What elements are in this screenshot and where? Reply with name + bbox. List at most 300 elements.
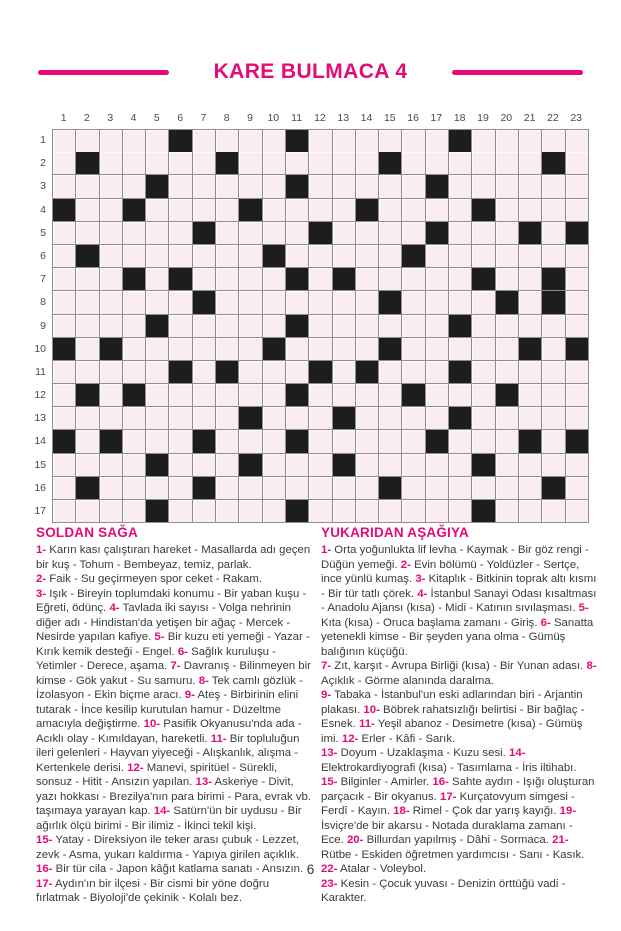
- white-cell: [123, 245, 146, 268]
- white-cell: [76, 430, 99, 453]
- column-number: 2: [84, 112, 90, 124]
- row-number: 8: [40, 296, 46, 309]
- white-cell: [53, 291, 76, 314]
- grid-row: [30, 477, 589, 500]
- clue-number: 7-: [321, 660, 332, 672]
- clue-number: 11-: [210, 732, 227, 745]
- white-cell: [53, 361, 76, 384]
- white-cell: [286, 361, 309, 384]
- white-cell: [356, 384, 379, 407]
- white-cell: [286, 199, 309, 222]
- black-cell: [566, 338, 589, 361]
- clue-number: 5-: [154, 631, 165, 643]
- row-number: 11: [35, 365, 46, 378]
- row-number: 1: [40, 134, 46, 146]
- white-cell: [449, 152, 472, 175]
- black-cell: [53, 199, 76, 222]
- white-cell: [519, 384, 542, 407]
- black-cell: [123, 384, 146, 407]
- white-cell: [193, 407, 216, 430]
- white-cell: [472, 338, 495, 361]
- white-cell: [402, 222, 425, 245]
- white-cell: [76, 454, 99, 477]
- white-cell: [123, 407, 146, 430]
- white-cell: [100, 245, 123, 268]
- white-cell: [566, 477, 589, 500]
- white-cell: [333, 222, 356, 245]
- page-number: 6: [306, 862, 315, 877]
- white-cell: [426, 152, 449, 175]
- white-cell: [426, 315, 449, 338]
- clue-paragraph: 9- Tabaka - İstanbul'un eski adlarından biri - Arjantin plakası. 10- Böbrek rahatsızlığı belirtisi - Bir bağlaç - Esnek. 11- Yeşil abanoz - Desimetre (kısa) - Gümüş imi. 12- Erler - Kâfi - Sarık.: [321, 689, 585, 745]
- clue-number: 10-: [143, 718, 161, 730]
- white-cell: [263, 384, 286, 407]
- white-cell: [193, 454, 216, 477]
- white-cell: [566, 361, 589, 384]
- column-number: 21: [523, 112, 536, 124]
- white-cell: [472, 430, 495, 453]
- white-cell: [53, 175, 76, 198]
- black-cell: [76, 384, 99, 407]
- white-cell: [216, 407, 239, 430]
- white-cell: [263, 199, 286, 222]
- white-cell: [123, 175, 146, 198]
- clue-number: 14-: [153, 805, 171, 817]
- white-cell: [379, 130, 402, 153]
- white-cell: [286, 245, 309, 268]
- column-number: 22: [547, 112, 559, 124]
- column-number: 18: [453, 112, 466, 124]
- white-cell: [449, 430, 472, 453]
- white-cell: [100, 175, 123, 198]
- row-number: 13: [34, 412, 46, 425]
- white-cell: [100, 407, 123, 430]
- white-cell: [379, 361, 402, 384]
- white-cell: [566, 245, 589, 268]
- column-number: 10: [267, 112, 280, 124]
- white-cell: [496, 315, 519, 338]
- white-cell: [263, 407, 286, 430]
- white-cell: [379, 222, 402, 245]
- clue-number: 12-: [341, 732, 359, 745]
- black-cell: [542, 291, 565, 314]
- grid-row: [30, 315, 589, 338]
- white-cell: [216, 477, 239, 500]
- grid-cells: [30, 129, 589, 523]
- white-cell: [193, 245, 216, 268]
- white-cell: [356, 268, 379, 291]
- black-cell: [286, 430, 309, 453]
- black-cell: [496, 291, 519, 314]
- white-cell: [146, 222, 169, 245]
- white-cell: [123, 291, 146, 314]
- black-cell: [263, 338, 286, 361]
- white-cell: [53, 222, 76, 245]
- white-cell: [169, 245, 192, 268]
- black-cell: [379, 152, 402, 175]
- white-cell: [309, 315, 332, 338]
- white-cell: [216, 338, 239, 361]
- white-cell: [239, 291, 262, 314]
- column-number: 14: [360, 112, 373, 124]
- black-cell: [239, 454, 262, 477]
- white-cell: [472, 477, 495, 500]
- clue-number: 6-: [540, 616, 551, 629]
- white-cell: [239, 315, 262, 338]
- black-cell: [426, 175, 449, 198]
- white-cell: [426, 130, 449, 153]
- black-cell: [542, 477, 565, 500]
- white-cell: [123, 315, 146, 338]
- clue-paragraph: 3- Işık - Bireyin toplumdaki konumu - Bir yaban kuşu - Eğreti, ödünç. 4- Tavlada iki sayısı - Volga nehrinin diğer adı - Hindistan'da yetişen bir ağaç - Mercek - Nesirde yapılan kafiye. 5- Bir kuzu eti yemeği - Yazar - Kırık kemik desteği - Engel. 6- Sağlık kuruluşu - Yetimler - Derece, aşama. 7- Davranış - Bilinmeyen bir kimse - Gök yakut - Su samuru. 8- Tek camlı gözlük - İzolasyon - Ekin biçme aracı. 9- Ateş - Birbirinin elini tutarak - İnce kesilip kurutulan hamur - Düzeltme amacıyla değiştirme. 10- Pasifik Okyanusu'nda ada - Acıklı olay - Kımıldayan, hareketli. 11- Bir topluluğun ileri gelenleri - Hayvan yiyeceği - Alışkanlık, alışma - Kertenkele derisi. 12- Manevi, spiritüel - Sürekli, sonsuz - Hitit - Ansızın yapılan. 13- Askeriye - Divit, yazı hokkası - Brezilya'nın para birimi - Para, evrak vb. taşımaya yarayan kap. 14- Satürn'ün bir uydusu - Bir ağırlık ölçü birimi - Bir ilimiz - İkinci tekil kişi.: [36, 587, 312, 832]
- white-cell: [263, 175, 286, 198]
- white-cell: [286, 338, 309, 361]
- clue-number: 14-: [509, 747, 526, 759]
- white-cell: [309, 384, 332, 407]
- black-cell: [146, 175, 169, 198]
- white-cell: [496, 454, 519, 477]
- white-cell: [216, 245, 239, 268]
- white-cell: [123, 222, 146, 245]
- grid-row: [30, 407, 589, 430]
- white-cell: [542, 338, 565, 361]
- down-header: YUKARIDAN AŞAĞIYA: [321, 525, 469, 540]
- white-cell: [146, 477, 169, 500]
- white-cell: [426, 199, 449, 222]
- white-cell: [566, 268, 589, 291]
- white-cell: [169, 500, 192, 523]
- white-cell: [309, 291, 332, 314]
- white-cell: [566, 500, 589, 523]
- column-number: 16: [407, 112, 419, 124]
- black-cell: [496, 384, 519, 407]
- white-cell: [426, 291, 449, 314]
- white-cell: [53, 245, 76, 268]
- white-cell: [449, 454, 472, 477]
- black-cell: [449, 130, 472, 153]
- column-number: 6: [177, 112, 184, 124]
- clue-number: 16-: [432, 776, 449, 788]
- white-cell: [333, 430, 356, 453]
- white-cell: [356, 477, 379, 500]
- white-cell: [76, 361, 99, 384]
- clue-paragraph: 23- Kesin - Çocuk yuvası - Denizin örttüğü vadi - Karakter.: [321, 877, 566, 904]
- row-number: 12: [34, 389, 46, 402]
- white-cell: [309, 430, 332, 453]
- clue-number: 19-: [559, 805, 577, 817]
- white-cell: [169, 175, 192, 198]
- white-cell: [193, 175, 216, 198]
- white-cell: [239, 245, 262, 268]
- white-cell: [53, 407, 76, 430]
- black-cell: [426, 222, 449, 245]
- white-cell: [76, 407, 99, 430]
- white-cell: [216, 500, 239, 523]
- black-cell: [449, 407, 472, 430]
- white-cell: [239, 175, 262, 198]
- white-cell: [169, 338, 192, 361]
- row-number: 9: [40, 319, 46, 332]
- column-number: 19: [477, 112, 489, 124]
- clue-number: 15-: [321, 776, 338, 788]
- white-cell: [542, 430, 565, 453]
- white-cell: [402, 152, 425, 175]
- black-cell: [239, 199, 262, 222]
- white-cell: [100, 199, 123, 222]
- white-cell: [356, 338, 379, 361]
- white-cell: [519, 407, 542, 430]
- grid-row: [30, 338, 589, 361]
- white-cell: [76, 315, 99, 338]
- white-cell: [263, 291, 286, 314]
- column-number: 7: [200, 112, 207, 124]
- white-cell: [216, 291, 239, 314]
- black-cell: [123, 268, 146, 291]
- white-cell: [472, 175, 495, 198]
- column-number: 3: [107, 112, 114, 124]
- column-number: 23: [570, 112, 583, 124]
- black-cell: [566, 430, 589, 453]
- page-title: KARE BULMACA 4: [213, 60, 408, 83]
- white-cell: [286, 407, 309, 430]
- row-number: 14: [34, 435, 46, 448]
- white-cell: [146, 291, 169, 314]
- white-cell: [239, 477, 262, 500]
- white-cell: [53, 152, 76, 175]
- white-cell: [169, 454, 192, 477]
- black-cell: [286, 315, 309, 338]
- white-cell: [333, 384, 356, 407]
- white-cell: [100, 500, 123, 523]
- white-cell: [379, 384, 402, 407]
- white-cell: [146, 130, 169, 153]
- white-cell: [76, 130, 99, 153]
- clue-number: 18-: [393, 805, 410, 817]
- black-cell: [472, 199, 495, 222]
- row-number: 2: [40, 157, 46, 170]
- white-cell: [542, 222, 565, 245]
- black-cell: [402, 245, 425, 268]
- black-cell: [216, 152, 239, 175]
- white-cell: [449, 222, 472, 245]
- white-cell: [169, 199, 192, 222]
- white-cell: [496, 222, 519, 245]
- clue-number: 2-: [36, 573, 47, 585]
- black-cell: [193, 222, 216, 245]
- clue-number: 8-: [198, 674, 209, 687]
- white-cell: [379, 500, 402, 523]
- black-cell: [402, 384, 425, 407]
- white-cell: [379, 407, 402, 430]
- white-cell: [263, 430, 286, 453]
- black-cell: [169, 268, 192, 291]
- white-cell: [402, 500, 425, 523]
- clue-number: 10-: [363, 703, 380, 716]
- white-cell: [193, 130, 216, 153]
- column-number: 9: [247, 112, 253, 124]
- clue-number: 17-: [440, 790, 457, 803]
- black-cell: [169, 361, 192, 384]
- white-cell: [169, 222, 192, 245]
- white-cell: [263, 152, 286, 175]
- column-number: 1: [60, 112, 67, 124]
- white-cell: [53, 130, 76, 153]
- black-cell: [76, 152, 99, 175]
- white-cell: [426, 338, 449, 361]
- white-cell: [53, 500, 76, 523]
- white-cell: [239, 268, 262, 291]
- black-cell: [379, 338, 402, 361]
- row-number: 15: [34, 458, 46, 471]
- white-cell: [542, 384, 565, 407]
- black-cell: [239, 407, 262, 430]
- white-cell: [402, 430, 425, 453]
- black-cell: [333, 268, 356, 291]
- white-cell: [239, 338, 262, 361]
- white-cell: [100, 477, 123, 500]
- white-cell: [472, 384, 495, 407]
- white-cell: [286, 222, 309, 245]
- white-cell: [519, 291, 542, 314]
- clue-number: 13-: [195, 776, 213, 788]
- black-cell: [449, 361, 472, 384]
- white-cell: [402, 199, 425, 222]
- black-cell: [542, 152, 565, 175]
- row-number: 5: [40, 226, 46, 239]
- clue-number: 22-: [321, 863, 338, 875]
- clue-paragraph: 13- Doyum - Uzaklaşma - Kuzu sesi. 14- Elektrokardiyografi (kısa) - Tasımlama - İris iltihabı.: [321, 747, 577, 774]
- white-cell: [402, 315, 425, 338]
- black-cell: [193, 430, 216, 453]
- white-cell: [402, 407, 425, 430]
- white-cell: [100, 130, 123, 153]
- white-cell: [239, 222, 262, 245]
- white-cell: [566, 407, 589, 430]
- white-cell: [123, 454, 146, 477]
- white-cell: [123, 130, 146, 153]
- column-number: 5: [153, 112, 160, 124]
- white-cell: [100, 222, 123, 245]
- white-cell: [426, 477, 449, 500]
- white-cell: [146, 268, 169, 291]
- row-number: 7: [40, 273, 46, 286]
- column-number: 20: [500, 112, 513, 124]
- black-cell: [426, 430, 449, 453]
- white-cell: [309, 152, 332, 175]
- black-cell: [53, 338, 76, 361]
- white-cell: [426, 361, 449, 384]
- crossword-grid: [30, 110, 589, 523]
- white-cell: [309, 454, 332, 477]
- white-cell: [333, 152, 356, 175]
- clue-number: 11-: [359, 718, 375, 730]
- black-cell: [286, 384, 309, 407]
- clue-number: 23-: [321, 877, 338, 890]
- white-cell: [402, 291, 425, 314]
- white-cell: [169, 407, 192, 430]
- white-cell: [426, 268, 449, 291]
- white-cell: [356, 500, 379, 523]
- white-cell: [519, 175, 542, 198]
- white-cell: [76, 222, 99, 245]
- black-cell: [472, 500, 495, 523]
- black-cell: [472, 454, 495, 477]
- white-cell: [263, 130, 286, 153]
- white-cell: [356, 407, 379, 430]
- white-cell: [472, 245, 495, 268]
- row-number: 17: [34, 505, 46, 517]
- black-cell: [519, 338, 542, 361]
- white-cell: [309, 268, 332, 291]
- black-cell: [356, 361, 379, 384]
- white-cell: [100, 454, 123, 477]
- black-cell: [76, 477, 99, 500]
- white-cell: [239, 361, 262, 384]
- white-cell: [263, 268, 286, 291]
- black-cell: [100, 430, 123, 453]
- white-cell: [472, 222, 495, 245]
- white-cell: [496, 407, 519, 430]
- black-cell: [542, 268, 565, 291]
- white-cell: [146, 152, 169, 175]
- clue-number: 20-: [346, 834, 364, 846]
- masthead: [0, 58, 621, 90]
- white-cell: [146, 361, 169, 384]
- black-cell: [519, 430, 542, 453]
- white-cell: [76, 291, 99, 314]
- white-cell: [356, 430, 379, 453]
- white-cell: [309, 407, 332, 430]
- row-number: 4: [40, 203, 46, 216]
- white-cell: [239, 500, 262, 523]
- white-cell: [566, 175, 589, 198]
- white-cell: [402, 130, 425, 153]
- across-clues: [36, 543, 312, 906]
- clue-paragraph: 15- Bilginler - Amirler. 16- Sahte aydın - Işığı oluşturan parçacık - Bir okyanus. 17- Kurçatovyum simgesi - Ferdî - Kayın. 18- Rimel - Çok dar yarış kayığı. 19- İsviçre'de bir akarsu - Notada duraklama zamanı - Ece. 20- Billurdan yapılmış - Dâhi - Sormaca. 21- Rütbe - Eskiden öğretmen yardımcısı - Sanı - Kasık. 22- Atalar - Voleybol.: [321, 776, 595, 875]
- black-cell: [566, 222, 589, 245]
- black-cell: [286, 175, 309, 198]
- column-number: 17: [430, 112, 443, 124]
- grid-row: [30, 199, 589, 222]
- white-cell: [123, 361, 146, 384]
- white-cell: [449, 199, 472, 222]
- white-cell: [216, 384, 239, 407]
- white-cell: [146, 338, 169, 361]
- white-cell: [496, 245, 519, 268]
- clue-number: 8-: [586, 660, 597, 672]
- white-cell: [542, 175, 565, 198]
- white-cell: [100, 291, 123, 314]
- white-cell: [379, 315, 402, 338]
- white-cell: [566, 130, 589, 153]
- white-cell: [263, 500, 286, 523]
- white-cell: [566, 315, 589, 338]
- white-cell: [542, 199, 565, 222]
- clues-across-section: [36, 525, 312, 906]
- white-cell: [402, 454, 425, 477]
- row-number: 16: [34, 481, 46, 494]
- white-cell: [519, 268, 542, 291]
- white-cell: [169, 384, 192, 407]
- white-cell: [123, 430, 146, 453]
- white-cell: [426, 454, 449, 477]
- white-cell: [449, 500, 472, 523]
- clue-paragraph: 2- Faik - Su geçirmeyen spor ceket - Rakam.: [36, 573, 263, 585]
- white-cell: [309, 338, 332, 361]
- clue-paragraph: 1- Karın kası çalıştıran hareket - Masallarda adı geçen bir kuş - Tohum - Bembeyaz, temiz, parlak.: [36, 544, 311, 571]
- white-cell: [356, 175, 379, 198]
- white-cell: [239, 430, 262, 453]
